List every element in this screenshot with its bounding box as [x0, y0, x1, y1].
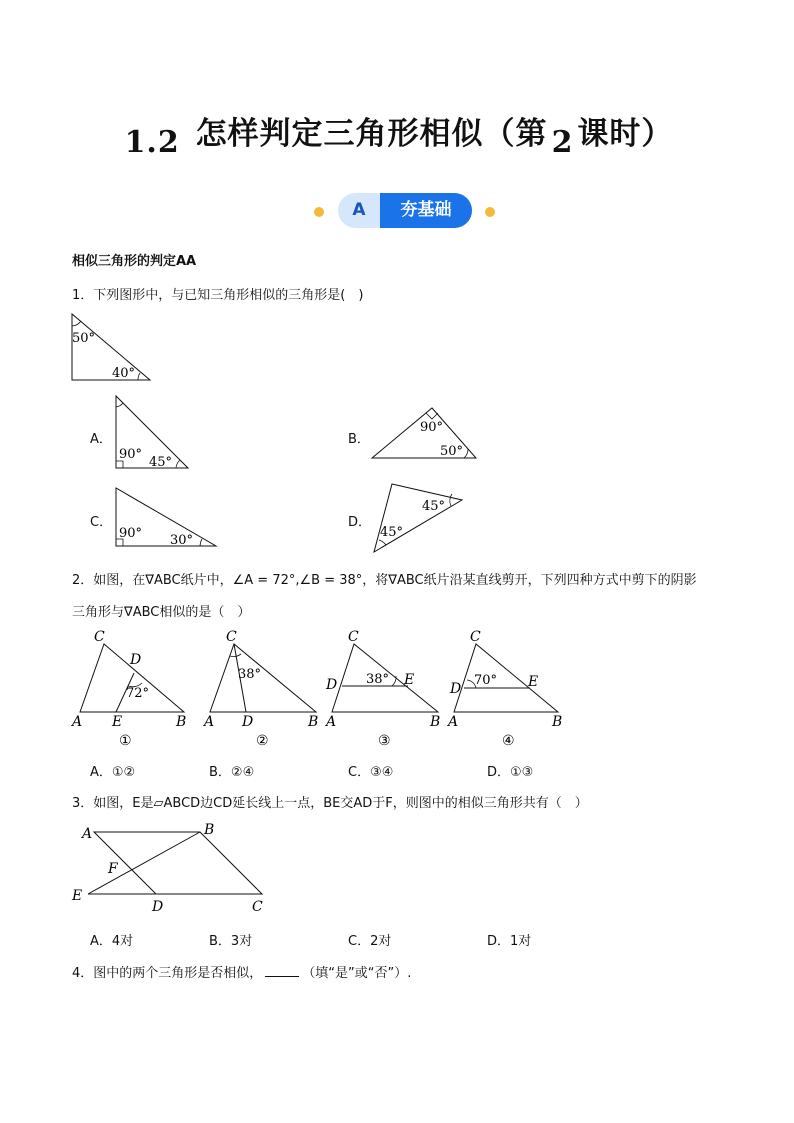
- svg-text:B: B: [176, 714, 187, 730]
- svg-text:E: E: [112, 714, 123, 730]
- q3-point-d: D: [152, 899, 164, 915]
- svg-text:D: D: [242, 714, 254, 730]
- svg-text:C: C: [470, 629, 481, 645]
- svg-text:B: B: [552, 714, 563, 730]
- q2-figure-2: [202, 629, 318, 749]
- svg-text:B: B: [430, 714, 441, 730]
- q3-point-c: C: [252, 899, 263, 915]
- q2-figures: [66, 626, 746, 752]
- q3-option-c[interactable]: C．2对: [348, 934, 392, 949]
- q3-option-b[interactable]: B．3对: [209, 934, 253, 949]
- svg-text:A: A: [326, 714, 337, 730]
- q1-option-a-angle-2: 45°: [149, 455, 173, 470]
- svg-text:D: D: [450, 681, 462, 697]
- title-suffix: 课时）: [577, 116, 674, 152]
- svg-text:B: B: [308, 714, 319, 730]
- q1-option-c-angle-1: 90°: [119, 526, 143, 541]
- title-number: 1.2: [124, 125, 180, 160]
- q2-figure-1: [70, 629, 186, 749]
- banner-right-dot: [485, 207, 495, 217]
- q2-option-a[interactable]: A．①②: [90, 765, 136, 780]
- q2-figure-3-angle: 38°: [366, 672, 390, 687]
- q4-stem-after: （填“是”或“否”）.: [302, 966, 412, 981]
- q4-answer-blank[interactable]: [265, 965, 299, 977]
- q4-stem-before: 4．图中的两个三角形是否相似，: [72, 966, 263, 981]
- svg-text:D: D: [326, 677, 338, 693]
- page-title: [0, 108, 794, 160]
- svg-text:A: A: [72, 714, 83, 730]
- q3-option-a[interactable]: A．4对: [90, 934, 134, 949]
- svg-text:A: A: [448, 714, 459, 730]
- q3-point-e: E: [72, 888, 83, 904]
- q1-option-d-label[interactable]: D．: [348, 515, 372, 530]
- q2-option-b[interactable]: B．②④: [209, 765, 255, 780]
- q2-figure-4-caption: ④: [502, 733, 515, 749]
- q1-option-b-figure: [368, 404, 480, 462]
- section-banner: [250, 190, 560, 232]
- q1-option-d-figure: [368, 478, 468, 556]
- q2-figure-2-angle: 38°: [238, 667, 262, 682]
- q1-option-c-angle-2: 30°: [170, 533, 194, 548]
- svg-text:E: E: [528, 674, 539, 690]
- q1-option-c-figure: [110, 484, 222, 550]
- q1-given-bottom-angle: 40°: [112, 366, 136, 381]
- banner-left-dot: [314, 207, 324, 217]
- q1-given-top-angle: 50°: [72, 331, 96, 346]
- q1-given-triangle: [66, 310, 162, 386]
- q2-figure-4: [446, 629, 562, 749]
- subheading: 相似三角形的判定AA: [72, 254, 197, 269]
- q1-option-a-angle-1: 90°: [119, 447, 143, 462]
- banner-label: 夯基础: [400, 200, 452, 220]
- svg-text:C: C: [348, 629, 359, 645]
- q1-option-d-angle-2: 45°: [380, 525, 404, 540]
- svg-text:A: A: [204, 714, 215, 730]
- q2-figure-3: [324, 629, 440, 749]
- q4-stem: [72, 962, 411, 981]
- q2-option-c[interactable]: C．③④: [348, 765, 394, 780]
- svg-text:E: E: [404, 672, 415, 688]
- q3-point-a: A: [82, 826, 93, 842]
- q2-stem-line-2: 三角形与∇ABC相似的是（ ）: [72, 605, 251, 620]
- q1-option-b-angle-1: 90°: [420, 420, 444, 435]
- q1-option-a-figure: [110, 392, 194, 472]
- q2-figure-1-caption: ①: [119, 733, 132, 749]
- svg-text:C: C: [94, 629, 105, 645]
- q2-figure-3-caption: ③: [378, 733, 391, 749]
- q3-point-b: B: [204, 822, 215, 838]
- title-text: 怎样判定三角形相似（第: [195, 116, 548, 152]
- q1-option-d-angle-1: 45°: [422, 499, 446, 514]
- q3-figure: [66, 816, 276, 916]
- q1-option-c-label[interactable]: C．: [90, 515, 113, 530]
- banner-letter: A: [352, 200, 366, 220]
- q2-figure-4-angle: 70°: [474, 673, 498, 688]
- q3-option-d[interactable]: D．1对: [487, 934, 532, 949]
- q2-figure-1-angle: 72°: [126, 686, 150, 701]
- q2-option-d[interactable]: D．①③: [487, 765, 534, 780]
- q1-option-b-angle-2: 50°: [440, 444, 464, 459]
- q1-stem: 1．下列图形中，与已知三角形相似的三角形是( ): [72, 288, 364, 303]
- q2-figure-2-caption: ②: [256, 733, 269, 749]
- q1-option-a-label[interactable]: A．: [90, 432, 112, 447]
- svg-text:C: C: [226, 629, 237, 645]
- q2-stem-line-1: 2．如图，在∇ABC纸片中，∠A = 72°,∠B = 38°，将∇ABC纸片沿某直线剪开，下列四种方式中剪下的阴影: [72, 573, 697, 588]
- q3-stem: 3．如图，E是▱ABCD边CD延长线上一点，BE交AD于F，则图中的相似三角形共有（ ）: [72, 796, 588, 811]
- q3-point-f: F: [108, 861, 118, 877]
- svg-text:D: D: [130, 652, 142, 668]
- title-lesson-number: 2: [551, 125, 574, 160]
- q1-option-b-label[interactable]: B．: [348, 432, 370, 447]
